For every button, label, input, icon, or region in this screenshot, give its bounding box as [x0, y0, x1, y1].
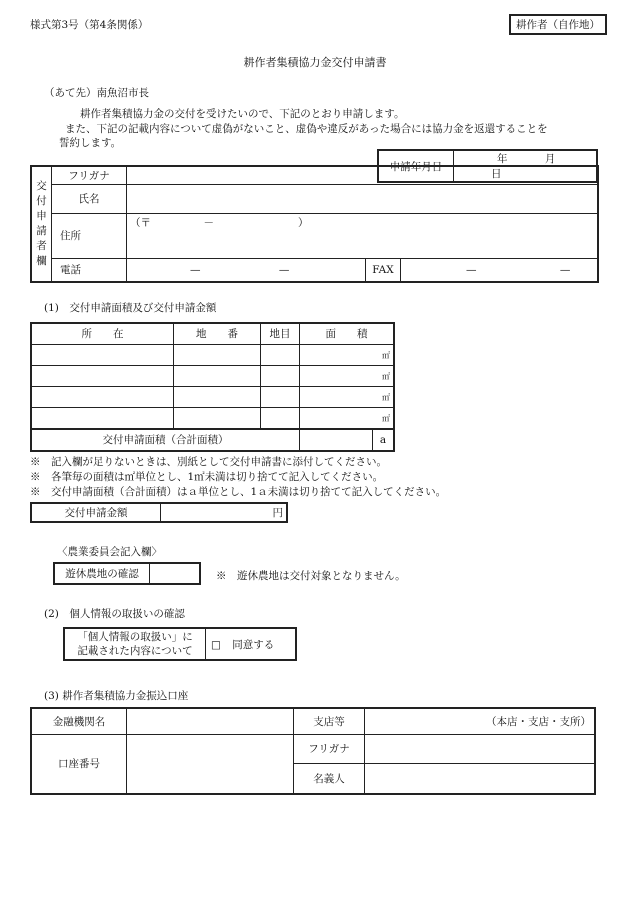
committee-note: ※ 遊休農地は交付対象となりません。	[216, 570, 406, 582]
holder-furigana-field[interactable]	[365, 734, 596, 763]
phone-label: 電話	[52, 258, 127, 282]
address-label: 住所	[52, 213, 127, 258]
table-row	[31, 344, 394, 365]
col-area: 面 積	[300, 323, 395, 344]
unit-sqm: ㎡	[382, 413, 390, 423]
intro-line-2: また、下記の記載内容について虚偽がないこと、虚偽や違反があった場合には協力金を返還することを	[65, 123, 548, 135]
area-cell[interactable]	[300, 365, 395, 386]
intro-line-3: 誓約します。	[59, 137, 122, 149]
postal-field[interactable]: （〒 － ）	[127, 213, 599, 231]
location-cell[interactable]	[31, 344, 174, 365]
category-cell[interactable]	[261, 365, 300, 386]
lot-cell[interactable]	[174, 344, 261, 365]
fax-dash-1: —	[466, 263, 477, 276]
consent-checkbox[interactable]: □	[211, 638, 221, 651]
col-location: 所 在	[31, 323, 174, 344]
addressee: （あて先）南魚沼市長	[44, 87, 149, 99]
form-number: 様式第3号（第4条関係）	[30, 19, 149, 31]
section2-heading: (2) 個人情報の取扱いの確認	[44, 608, 185, 620]
location-cell[interactable]	[31, 408, 174, 429]
holder-furigana-label: フリガナ	[294, 734, 365, 763]
unit-sqm: ㎡	[382, 350, 390, 360]
location-cell[interactable]	[31, 386, 174, 407]
area-cell[interactable]	[300, 344, 395, 365]
applicant-table	[30, 165, 599, 283]
col-category: 地目	[261, 323, 300, 344]
area-cell[interactable]	[300, 408, 395, 429]
amount-field[interactable]	[161, 503, 288, 522]
name-field[interactable]	[127, 184, 599, 213]
fax-field[interactable]	[401, 258, 599, 282]
amount-table	[30, 502, 288, 523]
date-label: 申請年月日	[378, 150, 454, 182]
phone-dash-2: —	[278, 263, 290, 276]
total-area-label: 交付申請面積（合計面積）	[31, 429, 300, 451]
privacy-table	[63, 627, 297, 661]
col-lot: 地 番	[174, 323, 261, 344]
day-label: 日	[491, 168, 502, 180]
table-row	[31, 386, 394, 407]
unit-a: a	[373, 429, 395, 451]
category-cell[interactable]	[261, 344, 300, 365]
table-row	[31, 408, 394, 429]
account-number-field[interactable]	[127, 734, 294, 794]
area-cell[interactable]	[300, 386, 395, 407]
bank-name-label: 金融機関名	[31, 708, 127, 734]
idle-land-field[interactable]	[150, 563, 201, 584]
amount-label: 交付申請金額	[31, 503, 161, 522]
branch-label: 支店等	[294, 708, 365, 734]
applicant-side-label: 交 付 申 請 者 欄	[31, 166, 52, 282]
consent-label: 同意する	[232, 638, 275, 651]
idle-land-label: 遊休農地の確認	[54, 563, 150, 584]
document-title: 耕作者集積協力金交付申請書	[243, 56, 387, 69]
fax-dash-2: —	[559, 263, 571, 276]
lot-cell[interactable]	[174, 386, 261, 407]
unit-sqm: ㎡	[382, 393, 390, 403]
month-label: 月	[544, 153, 556, 165]
account-number-label: 口座番号	[31, 734, 127, 794]
section1-heading: (1) 交付申請面積及び交付申請金額	[44, 302, 217, 314]
area-table	[30, 322, 395, 452]
furigana-field[interactable]	[127, 166, 599, 184]
phone-dash-1: —	[190, 263, 201, 276]
committee-heading: 〈農業委員会記入欄〉	[57, 546, 162, 558]
amount-unit: 円	[272, 507, 283, 519]
category-cell[interactable]	[261, 386, 300, 407]
note-2: ※ 各筆毎の面積は㎡単位とし、1㎡未満は切り捨てて記入してください。	[30, 471, 384, 483]
holder-field[interactable]	[365, 764, 596, 794]
lot-cell[interactable]	[174, 408, 261, 429]
intro-line-1: 耕作者集積協力金の交付を受けたいので、下記のとおり申請します。	[80, 108, 405, 120]
name-label: 氏名	[52, 184, 127, 213]
furigana-label: フリガナ	[52, 166, 127, 184]
consent-cell[interactable]	[206, 628, 297, 660]
note-1: ※ 記入欄が足りないときは、別紙として交付申請書に添付してください。	[30, 456, 387, 468]
location-cell[interactable]	[31, 365, 174, 386]
total-area-field[interactable]	[300, 429, 373, 451]
lot-cell[interactable]	[174, 365, 261, 386]
table-row	[31, 365, 394, 386]
address-field[interactable]	[127, 232, 599, 259]
bank-name-field[interactable]	[127, 708, 294, 734]
fax-label: FAX	[366, 258, 401, 282]
note-3: ※ 交付申請面積（合計面積）はａ単位とし、1ａ未満は切り捨てて記入してください。	[30, 486, 447, 498]
branch-field[interactable]	[365, 708, 596, 734]
bank-table	[30, 707, 596, 795]
year-label: 年	[497, 153, 508, 165]
privacy-label: 「個人情報の取扱い」に 記載された内容について	[64, 628, 206, 660]
category-box: 耕作者（自作地）	[509, 14, 607, 35]
holder-label: 名義人	[294, 764, 365, 794]
committee-table	[53, 562, 201, 585]
branch-type: （本店・支店・支所）	[486, 715, 591, 728]
section3-heading: (3) 耕作者集積協力金振込口座	[44, 690, 189, 702]
unit-sqm: ㎡	[382, 371, 390, 381]
category-cell[interactable]	[261, 408, 300, 429]
phone-field[interactable]	[127, 258, 366, 282]
